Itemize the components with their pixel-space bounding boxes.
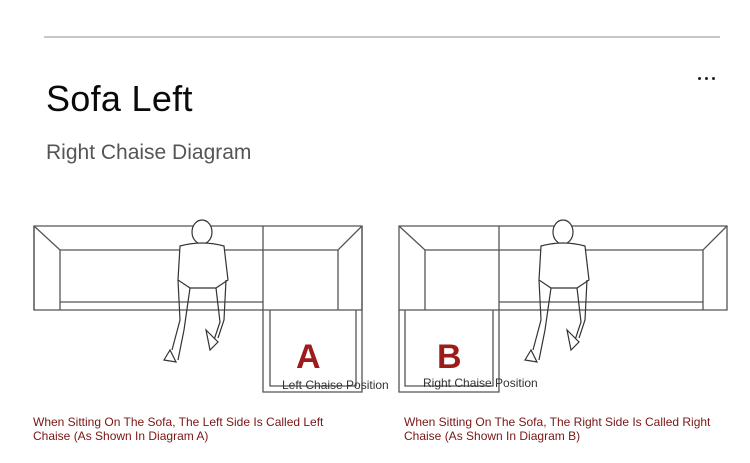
page-subtitle: Right Chaise Diagram — [46, 141, 252, 164]
top-divider — [44, 36, 720, 38]
position-label: Right Chaise Position — [423, 376, 538, 390]
page-title: Sofa Left — [46, 78, 193, 119]
diagram-a-caption: When Sitting On The Sofa, The Left Side Is Called Left Chaise (As Shown In Diagram A) — [33, 415, 324, 443]
diagram-a — [30, 210, 389, 400]
diagram-letter: A — [296, 338, 321, 376]
more-horizontal-icon[interactable] — [690, 66, 722, 90]
diagram-b — [395, 210, 735, 400]
diagram-letter: B — [437, 338, 462, 376]
diagram-b-caption: When Sitting On The Sofa, The Right Side Is Called Right Chaise (As Shown In Diagram B) — [404, 415, 711, 443]
position-label: Left Chaise Position — [282, 378, 389, 392]
